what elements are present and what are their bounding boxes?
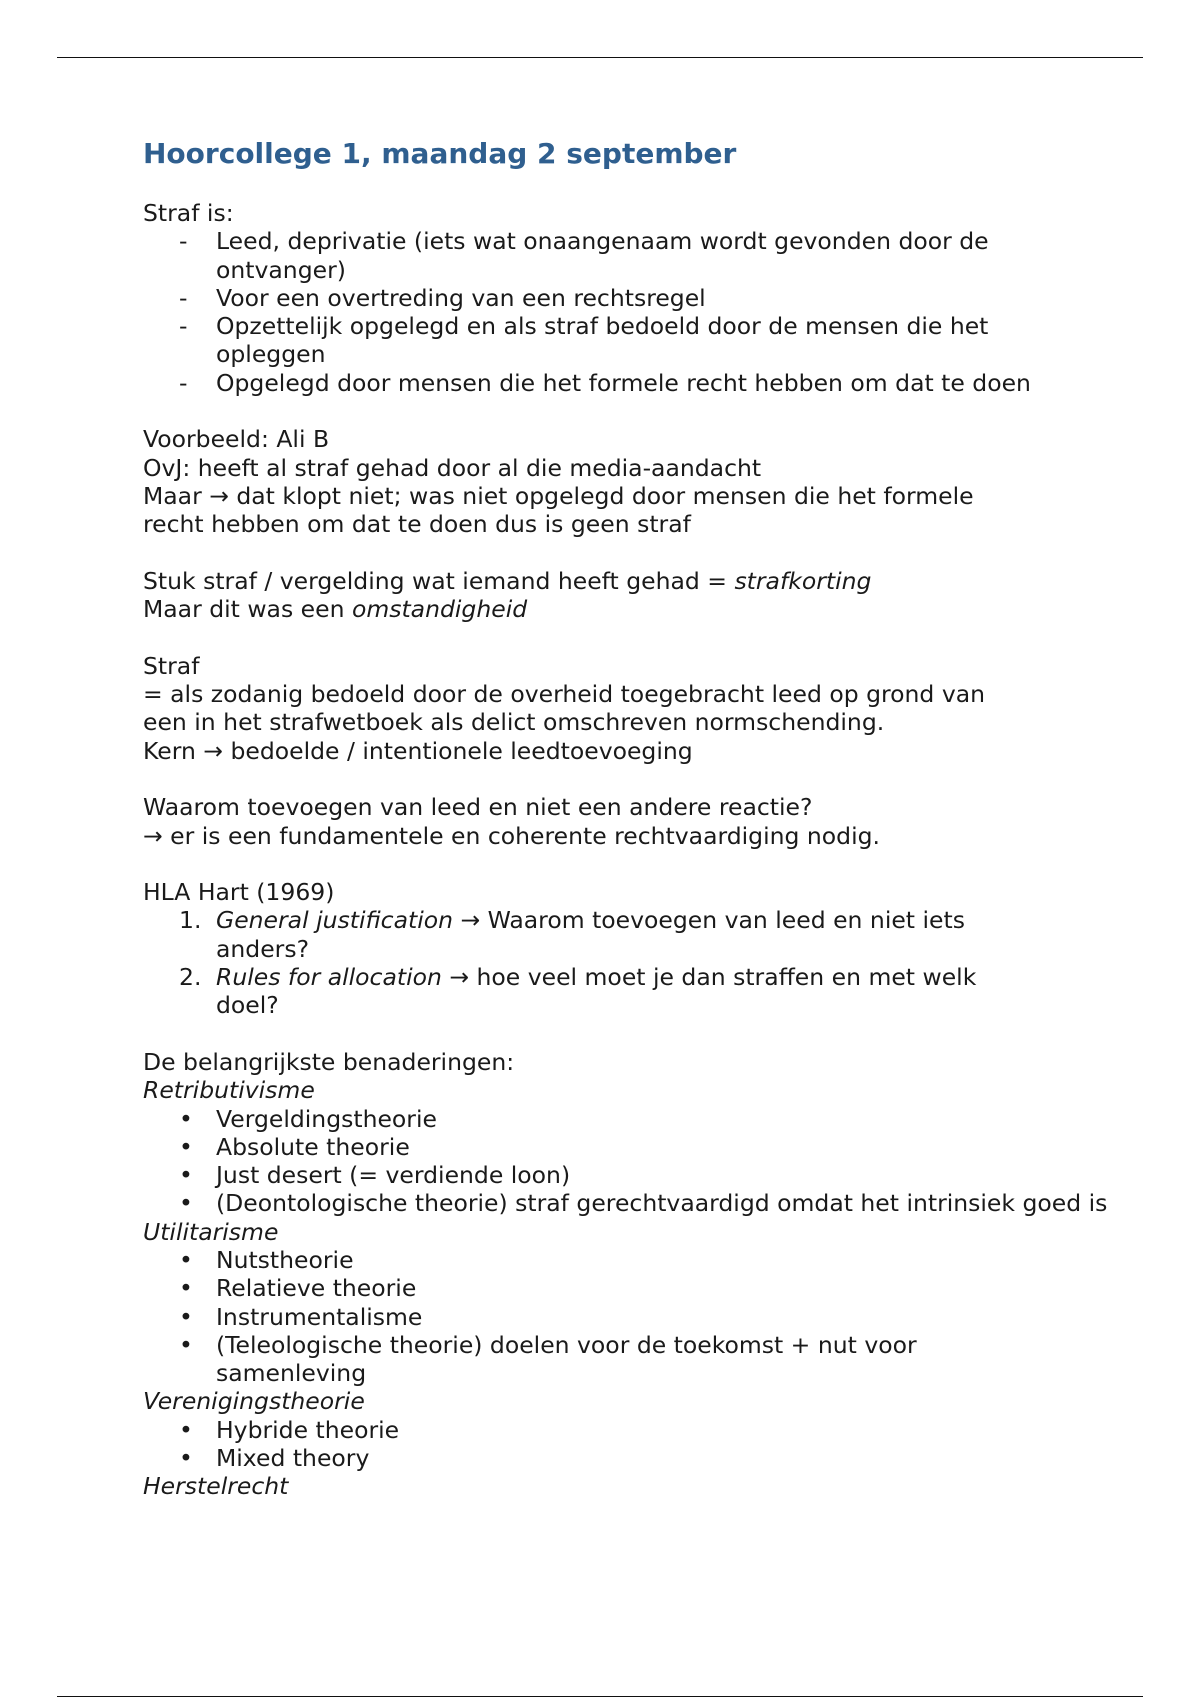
section-heading-herstelrecht: Herstelrecht bbox=[143, 1472, 289, 1501]
hart-intro: HLA Hart (1969) bbox=[143, 878, 335, 907]
straf-line: Kern → bedoelde / intentionele leedtoevoeging bbox=[143, 736, 693, 765]
emphasis: General justification bbox=[216, 906, 454, 935]
list-item: 2. Rules for allocation → hoe veel moet je dan straffen en met welk doel? bbox=[179, 963, 977, 1020]
list-item: • (Teleologische theorie) doelen voor de toekomst + nut voor samenleving bbox=[179, 1330, 917, 1388]
straf-line: = als zodanig bedoeld door de overheid toegebracht leed op grond van bbox=[143, 680, 986, 709]
waarom-line: → er is een fundamentele en coherente rechtvaardiging nodig. bbox=[143, 821, 881, 850]
example-block bbox=[143, 425, 1103, 538]
approaches-intro: De belangrijkste benaderingen: bbox=[143, 1047, 515, 1076]
list-item: - Voor een overtreding van een rechtsregel bbox=[179, 283, 706, 312]
emphasis: strafkorting bbox=[734, 566, 872, 595]
waarom-block bbox=[143, 793, 1103, 850]
example-line: OvJ: heeft al straf gehad door al die media-aandacht bbox=[143, 453, 762, 482]
list-item: - Opgelegd door mensen die het formele recht hebben om dat te doen bbox=[179, 368, 1031, 397]
list-item: • Hybride theorie bbox=[179, 1415, 400, 1444]
list-item: • Vergeldingstheorie bbox=[179, 1104, 437, 1133]
strafkorting-block bbox=[143, 567, 1103, 624]
section-heading-verenigingstheorie: Verenigingstheorie bbox=[143, 1387, 365, 1416]
utilitarisme-list bbox=[143, 1246, 1103, 1387]
retributivisme-list bbox=[143, 1104, 1108, 1218]
list-item: • Absolute theorie bbox=[179, 1132, 410, 1161]
example-line: Maar → dat klopt niet; was niet opgelegd door mensen die het formele bbox=[143, 481, 974, 510]
hart-list bbox=[143, 906, 1103, 1019]
list-item: • Mixed theory bbox=[179, 1444, 370, 1473]
definition-intro: Straf is: bbox=[143, 199, 234, 227]
bottom-rule bbox=[57, 1696, 1143, 1697]
example-line: Voorbeeld: Ali B bbox=[143, 425, 330, 454]
list-item: • Instrumentalisme bbox=[179, 1302, 423, 1331]
approaches-block bbox=[143, 1047, 1108, 1501]
list-item: - Leed, deprivatie (iets wat onaangenaam wordt gevonden door de ontvanger) bbox=[179, 227, 989, 284]
hart-block bbox=[143, 878, 1103, 1019]
list-item: • Nutstheorie bbox=[179, 1245, 354, 1274]
list-item: - Opzettelijk opgelegd en als straf bedoeld door de mensen die het opleggen bbox=[179, 312, 989, 369]
strafkorting-line: Stuk straf / vergelding wat iemand heeft gehad = strafkorting bbox=[143, 566, 872, 595]
verenigingstheorie-list bbox=[143, 1416, 1103, 1473]
list-item: • Relatieve theorie bbox=[179, 1274, 417, 1303]
waarom-line: Waarom toevoegen van leed en niet een andere reactie? bbox=[143, 793, 813, 822]
straf-definition-block bbox=[143, 652, 1103, 765]
list-item: • Just desert (= verdiende loon) bbox=[179, 1161, 571, 1190]
section-heading-utilitarisme: Utilitarisme bbox=[143, 1217, 279, 1246]
top-rule bbox=[57, 57, 1143, 58]
emphasis: Rules for allocation bbox=[216, 963, 442, 992]
list-item: • (Deontologische theorie) straf gerechtvaardigd omdat het intrinsiek goed is bbox=[179, 1189, 1108, 1218]
straf-line: Straf bbox=[143, 651, 200, 680]
definition-block bbox=[143, 199, 1103, 397]
emphasis: omstandigheid bbox=[351, 595, 528, 624]
strafkorting-line: Maar dit was een omstandigheid bbox=[143, 595, 528, 624]
page-title: Hoorcollege 1, maandag 2 september bbox=[143, 137, 737, 170]
section-heading-retributivisme: Retributivisme bbox=[143, 1076, 315, 1105]
definition-list bbox=[143, 227, 1103, 397]
straf-line: een in het strafwetboek als delict omschreven normschending. bbox=[143, 708, 885, 737]
list-item: 1. General justification → Waarom toevoegen van leed en niet iets anders? bbox=[179, 906, 965, 963]
document-body bbox=[143, 137, 1108, 1501]
example-line: recht hebben om dat te doen dus is geen straf bbox=[143, 510, 691, 539]
